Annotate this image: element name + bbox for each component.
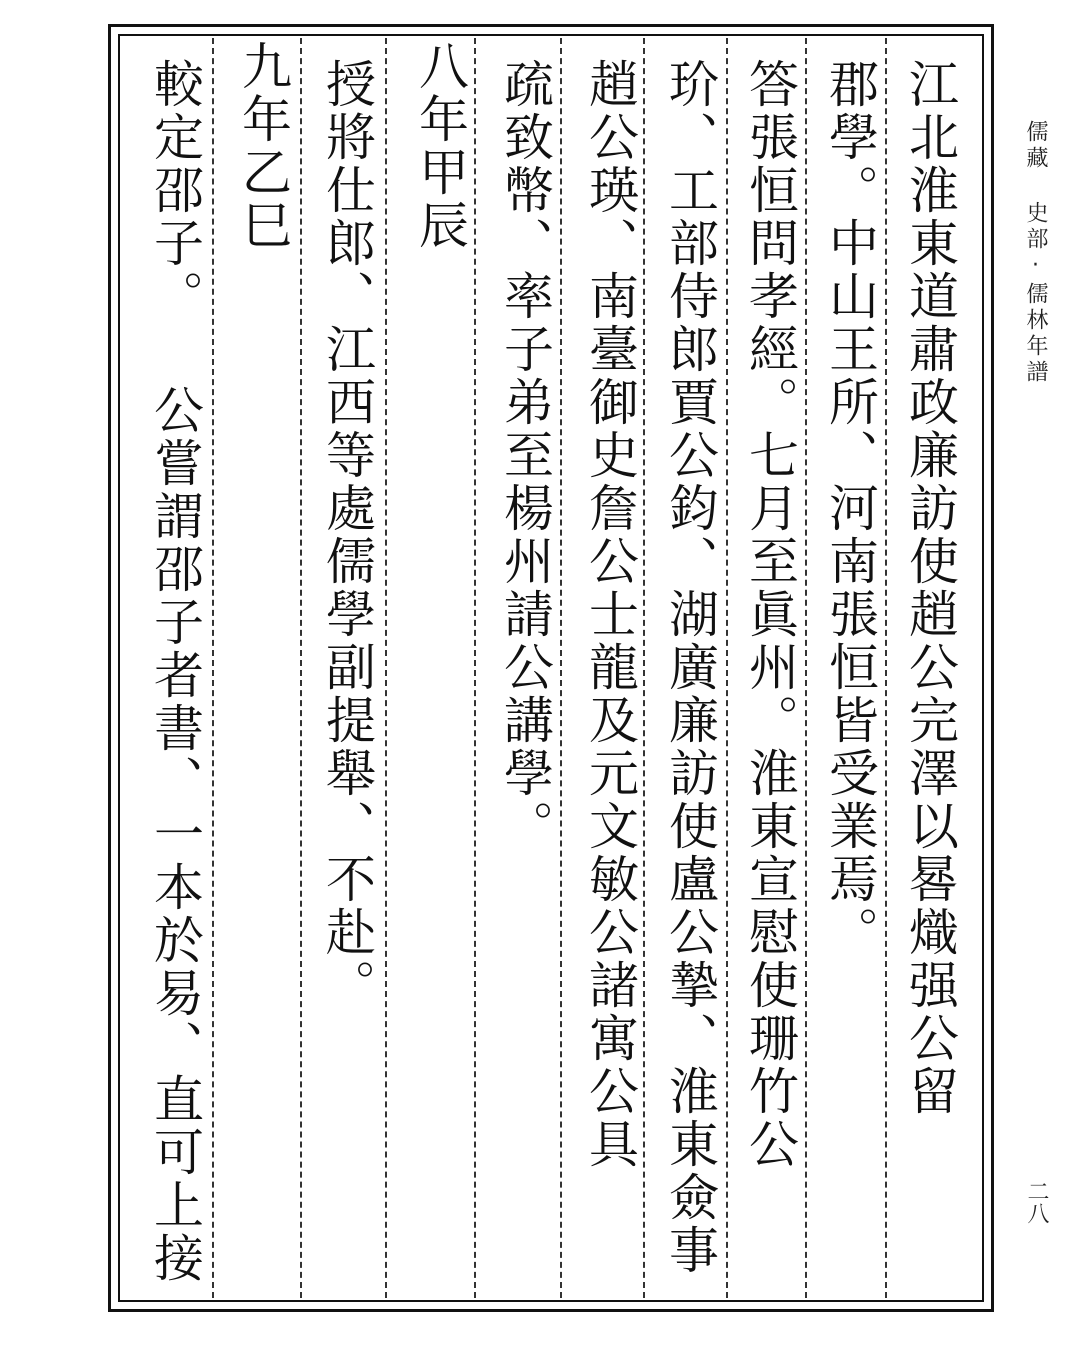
column-rule <box>726 38 728 1298</box>
page-number: 二八 <box>1024 1180 1049 1224</box>
running-title: 儒藏 史部·儒林年譜 <box>1023 120 1048 386</box>
text-column: 趙公瑛、南臺御史詹公士龍及元文敏公諸寓公具 <box>581 58 639 1171</box>
column-rule <box>885 38 887 1298</box>
text-column: 玠、工部侍郎賈公鈞、湖廣廉訪使盧公摯、淮東僉事 <box>661 58 719 1277</box>
year-heading: 八年甲辰 <box>411 40 469 252</box>
column-rule <box>560 38 562 1298</box>
text-column: 較定邵子。 公嘗謂邵子者書、一本於易、直可上接 <box>146 58 204 1285</box>
column-rule <box>212 38 214 1298</box>
column-rule <box>385 38 387 1298</box>
year-heading: 九年乙巳 <box>234 40 292 252</box>
text-column: 郡學。中山王所、河南張恒皆受業焉。 <box>821 58 879 959</box>
text-column: 授將仕郎、江西等處儒學副提舉、不赴。 <box>318 58 376 1012</box>
column-rule <box>805 38 807 1298</box>
text-column: 江北淮東道肅政廉訪使趙公完澤以晷熾强公留 <box>901 58 959 1118</box>
column-rule <box>300 38 302 1298</box>
text-column: 答張恒問孝經。七月至眞州。淮東宣慰使珊竹公 <box>741 58 799 1171</box>
text-column: 疏致幣、率子弟至楊州請公講學。 <box>496 58 554 853</box>
